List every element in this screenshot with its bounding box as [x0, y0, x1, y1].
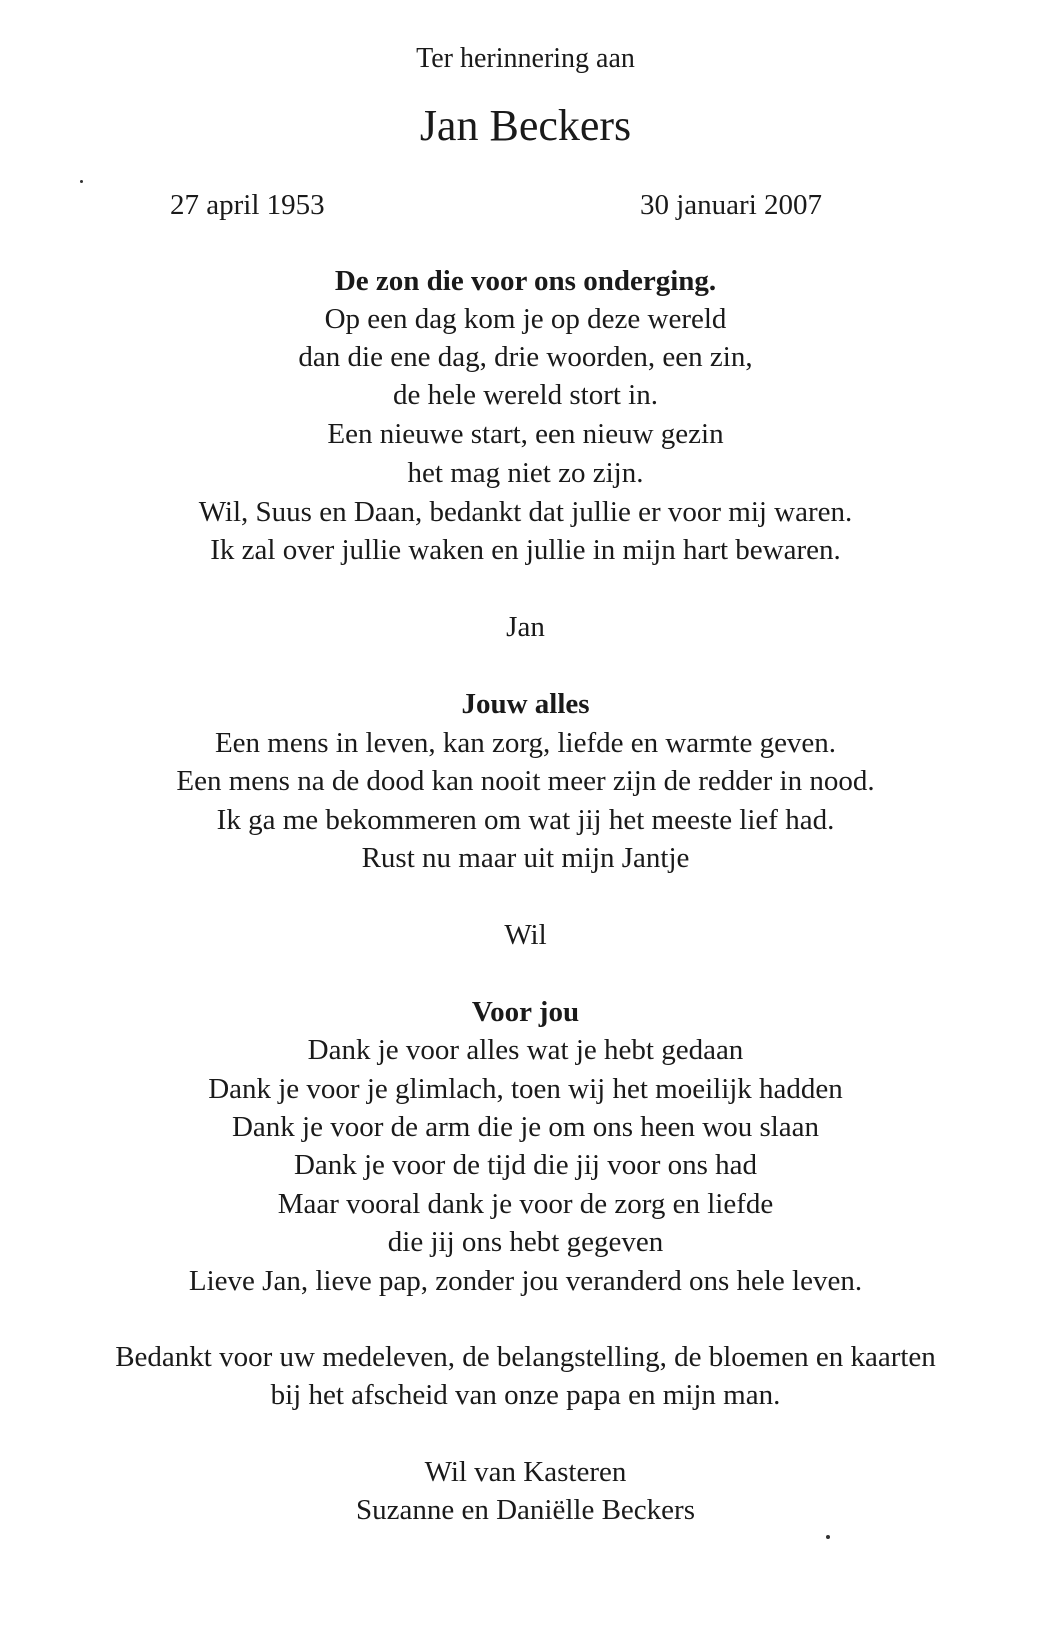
poem-3-line: Dank je voor de arm die je om ons heen wou slaan: [231, 1111, 820, 1143]
poem-3-line: Dank je voor de tijd die jij voor ons had: [293, 1149, 758, 1181]
birth-date: 27 april 1953: [170, 189, 325, 221]
poem-1-line: Op een dag kom je op deze wereld: [324, 303, 727, 335]
signatory-name: Suzanne en Daniëlle Beckers: [356, 1494, 695, 1526]
death-date: 30 januari 2007: [640, 189, 823, 221]
intro-text: Ter herinnering aan: [416, 43, 635, 74]
signatory-name: Wil van Kasteren: [424, 1456, 627, 1488]
poem-1-line: de hele wereld stort in.: [393, 379, 658, 411]
poem-2-signature: Wil: [504, 919, 547, 951]
poem-1-line: dan die ene dag, drie woorden, een zin,: [298, 341, 753, 373]
poem-3-line: Maar vooral dank je voor de zorg en liefde: [277, 1188, 774, 1220]
poem-1-title: De zon die voor ons onderging.: [334, 265, 717, 297]
poem-2-title: Jouw alles: [461, 688, 590, 720]
thanks-line: bij het afscheid van onze papa en mijn man.: [270, 1379, 781, 1411]
poem-1-line: Wil, Suus en Daan, bedankt dat jullie er voor mij waren.: [198, 496, 853, 528]
poem-3-line: Dank je voor je glimlach, toen wij het moeilijk hadden: [208, 1073, 843, 1105]
poem-3-line: die jij ons hebt gegeven: [387, 1226, 664, 1258]
poem-1-line: Een nieuwe start, een nieuw gezin: [327, 418, 724, 450]
poem-2-line: Een mens in leven, kan zorg, liefde en warmte geven.: [214, 727, 837, 759]
poem-2-line: Rust nu maar uit mijn Jantje: [361, 842, 690, 874]
scan-speck: [80, 180, 83, 183]
poem-3-title: Voor jou: [471, 996, 580, 1028]
poem-1-line: het mag niet zo zijn.: [407, 457, 644, 489]
poem-1-line: Ik zal over jullie waken en jullie in mijn hart bewaren.: [210, 534, 841, 566]
poem-2-line: Ik ga me bekommeren om wat jij het meeste lief had.: [216, 804, 835, 836]
poem-3-line: Lieve Jan, lieve pap, zonder jou veranderd ons hele leven.: [188, 1265, 863, 1297]
poem-3-line: Dank je voor alles wat je hebt gedaan: [307, 1034, 744, 1066]
thanks-line: Bedankt voor uw medeleven, de belangstelling, de bloemen en kaarten: [115, 1341, 936, 1373]
poem-1-signature: Jan: [506, 611, 545, 643]
deceased-name: Jan Beckers: [419, 101, 632, 150]
poem-2-line: Een mens na de dood kan nooit meer zijn de redder in nood.: [176, 765, 875, 797]
scan-speck: [826, 1535, 830, 1539]
